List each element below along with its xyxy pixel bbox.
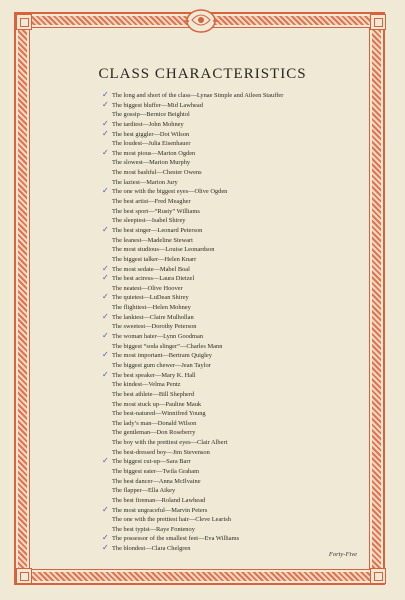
pencil-check-icon: ✓ <box>102 273 109 283</box>
list-item-text: The neatest—Olive Hoover <box>112 284 183 292</box>
list-item-text: The best giggler—Dot Wilson <box>112 130 190 138</box>
list-item <box>102 331 382 342</box>
crest-ornament-icon <box>180 6 222 36</box>
list-item-text: The flapper—Ella Aikey <box>112 487 176 495</box>
pencil-check-icon: ✓ <box>102 118 109 128</box>
list-item <box>102 147 382 159</box>
border-corner-ornament <box>16 568 32 584</box>
list-item <box>112 168 382 178</box>
list-item-text: The best speaker—Mary K. Hall <box>112 371 196 379</box>
list-item <box>102 311 382 323</box>
border-corner-ornament <box>370 14 386 30</box>
list-item <box>112 486 382 496</box>
list-item <box>102 369 382 381</box>
list-item-text: The best typist—Raye Fontenoy <box>112 525 195 533</box>
list-item-text: The biggest eater—Twila Graham <box>112 467 200 475</box>
list-item <box>102 224 382 236</box>
list-item-text: The tardiest—John Mohney <box>112 120 184 128</box>
list-item <box>112 255 382 265</box>
list-item-text: The biggest bluffer—Mid Lawhead <box>112 101 203 109</box>
list-item-text: The slowest—Marion Murphy <box>112 159 191 167</box>
list-item <box>112 139 382 149</box>
list-item <box>112 428 382 438</box>
list-item <box>102 128 382 140</box>
list-item <box>112 158 382 168</box>
list-item <box>112 245 382 255</box>
list-item-text: The lady’s man—Donald Wilson <box>112 419 197 427</box>
list-item-text: The best artist—Fred Meagher <box>112 198 191 206</box>
list-item-text: The one with the biggest eyes—Olive Ogden <box>112 188 228 196</box>
list-item-text: The most pious—Marion Ogden <box>112 149 196 157</box>
pencil-check-icon: ✓ <box>102 533 109 543</box>
pencil-check-icon: ✓ <box>102 263 109 273</box>
list-item <box>112 178 382 188</box>
list-item-text: The best athlete—Bill Shepherd <box>112 390 195 398</box>
list-item <box>102 350 382 361</box>
list-item-text: The best sport—“Rusty” Williams <box>112 207 200 215</box>
list-item <box>102 456 382 467</box>
pencil-check-icon: ✓ <box>102 504 109 514</box>
list-item <box>112 496 382 506</box>
list-item <box>112 110 382 120</box>
list-item-text: The most studious—Louise Leonardson <box>112 246 215 254</box>
list-item <box>112 409 382 419</box>
list-item <box>102 99 382 111</box>
page-title: CLASS CHARACTERISTICS <box>98 66 307 82</box>
list-item-text: The kindest—Velma Pentz <box>112 381 181 389</box>
list-item <box>102 186 382 197</box>
list-item <box>102 118 382 130</box>
list-item-text: The most ungraceful—Marvin Peters <box>112 506 208 514</box>
list-item-text: The one with the prettiest hair—Cleve Learish <box>112 516 231 524</box>
list-item-text: The possessor of the smallest feet—Eva Williams <box>112 535 240 543</box>
list-item-text: The long and short of the class—Lynae Simple and Aileen Stauffer <box>112 92 284 99</box>
list-item-text: The gossip—Bernice Beightol <box>112 111 190 119</box>
pencil-check-icon: ✓ <box>102 311 109 321</box>
list-item <box>112 477 382 487</box>
list-item <box>112 380 382 390</box>
list-item-text: The laziest—Marion Jury <box>112 178 178 186</box>
list-item <box>112 525 382 535</box>
list-item-text: The most bashful—Chester Owens <box>112 169 202 177</box>
pencil-check-icon: ✓ <box>102 292 109 302</box>
pencil-check-icon: ✓ <box>102 224 109 234</box>
list-item <box>102 263 382 275</box>
list-item-text: The blondest—Clara Chelgren <box>112 545 191 553</box>
pencil-check-icon: ✓ <box>102 331 109 341</box>
list-item-text: The biggest “soda slinger”—Charles Mann <box>112 342 223 350</box>
list-item-text: The loudest—Julia Eisenhauer <box>112 140 191 148</box>
list-item <box>112 467 382 477</box>
pencil-check-icon: ✓ <box>102 99 109 109</box>
list-item-text: The most stuck up—Pauline Mauk <box>112 400 202 408</box>
list-item <box>102 292 382 303</box>
list-item <box>112 284 382 294</box>
list-item-text: The best-dressed boy—Jim Stevenson <box>112 448 210 456</box>
list-item <box>102 273 382 284</box>
list-item-text: The biggest gum chewer—Jean Taylor <box>112 361 211 369</box>
list-item-text: The flightiest—Helen Mohney <box>112 304 191 312</box>
pencil-check-icon: ✓ <box>102 369 109 379</box>
pencil-check-icon: ✓ <box>102 128 109 138</box>
border-corner-ornament <box>370 568 386 584</box>
list-item-text: The biggest talker—Helen Knarr <box>112 255 197 263</box>
pencil-check-icon: ✓ <box>102 147 109 157</box>
list-item-text: The best-natured—Winnifred Young <box>112 410 206 418</box>
page-number: Forty-Five <box>328 551 357 558</box>
characteristics-list <box>102 90 382 554</box>
list-item <box>112 342 382 352</box>
list-item-text: The quietest—LuDean Shirey <box>112 294 189 302</box>
list-item-text: The sleepiest—Isabel Shirey <box>112 217 186 225</box>
list-item-text: The lankiest—Claire Mulhollan <box>112 313 194 321</box>
list-item-text: The boy with the prettiest eyes—Clair Albert <box>112 439 228 447</box>
list-item <box>112 400 382 410</box>
list-item <box>112 448 382 458</box>
list-item <box>112 216 382 226</box>
list-item <box>112 197 382 207</box>
list-item <box>112 390 382 400</box>
list-item-text: The best actress—Laura Dietzel <box>112 275 195 283</box>
list-item <box>112 419 382 429</box>
border-corner-ornament <box>16 14 32 30</box>
list-item-text: The most sedate—Mabel Boal <box>112 265 190 273</box>
list-item-text: The leanest—Madeline Stewart <box>112 236 193 244</box>
pencil-check-icon: ✓ <box>102 90 109 99</box>
pencil-check-icon: ✓ <box>102 456 109 466</box>
list-item <box>112 361 382 371</box>
list-item <box>112 207 382 217</box>
list-item <box>112 322 382 332</box>
list-item-text: The sweetest—Dorothy Peterson <box>112 323 197 331</box>
pencil-check-icon: ✓ <box>102 186 109 196</box>
list-item-text: The best singer—Leonard Peterson <box>112 226 203 234</box>
list-item <box>112 515 382 525</box>
list-item <box>112 236 382 246</box>
pencil-check-icon: ✓ <box>102 350 109 360</box>
list-item-text: The biggest cut-up—Sara Barr <box>112 458 191 466</box>
list-item-text: The best dancer—Anna McIlvaine <box>112 477 201 485</box>
list-item-text: The most important—Bertram Quigley <box>112 352 212 360</box>
list-item <box>102 504 382 516</box>
list-item <box>102 533 382 544</box>
list-item <box>112 438 382 448</box>
list-item-text: The gentleman—Don Roseberry <box>112 429 196 437</box>
list-item <box>112 303 382 313</box>
pencil-check-icon: ✓ <box>102 543 109 553</box>
list-item-text: The woman hater—Lynn Goodman <box>112 333 204 341</box>
list-item <box>102 90 382 101</box>
list-item-text: The best fireman—Roland Lawhead <box>112 496 206 504</box>
